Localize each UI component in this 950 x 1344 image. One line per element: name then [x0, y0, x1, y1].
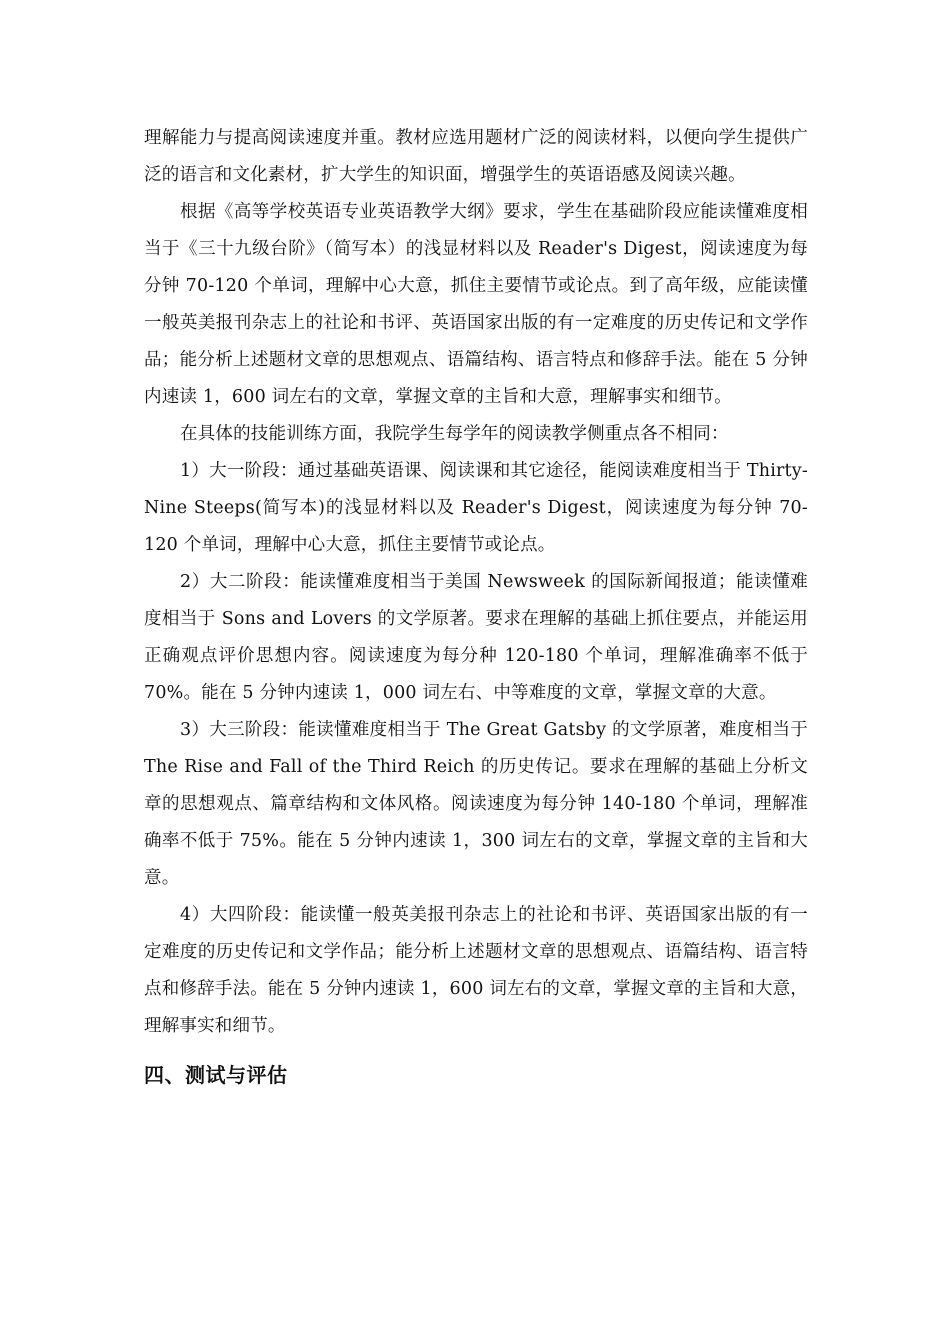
paragraph-year-one: 1）大一阶段：通过基础英语课、阅读课和其它途径，能阅读难度相当于 Thirty-Nine Steeps(简写本)的浅显材料以及 Reader's Digest，阅读速度为每分钟 70-120 个单词，理解中心大意，抓住主要情节或论点。: [144, 461, 808, 555]
paragraph-year-three: 3）大三阶段：能读懂难度相当于 The Great Gatsby 的文学原著，难度相当于 The Rise and Fall of the Third Reich 的历史传记。要求在理解的基础上分析文章的思想观点、篇章结构和文体风格。阅读速度为每分钟 140-180 个单词，理解准确率不低于 75%。能在 5 分钟内速读 1，300 词左右的文章，掌握文章的主旨和大意。: [144, 720, 808, 888]
section-heading: 四、测试与评估: [144, 1063, 288, 1087]
paragraph-continuation: 理解能力与提高阅读速度并重。教材应选用题材广泛的阅读材料，以便向学生提供广泛的语言和文化素材，扩大学生的知识面，增强学生的英语语感及阅读兴趣。: [144, 128, 808, 185]
paragraph-year-two: 2）大二阶段：能读懂难度相当于美国 Newsweek 的国际新闻报道；能读懂难度相当于 Sons and Lovers 的文学原著。要求在理解的基础上抓住要点，并能运用正确观点评价思想内容。阅读速度为每分种 120-180 个单词，理解准确率不低于 70%。能在 5 分钟内速读 1，000 词左右、中等难度的文章，掌握文章的大意。: [144, 572, 808, 703]
paragraph-syllabus-requirements: 根据《高等学校英语专业英语教学大纲》要求，学生在基础阶段应能读懂难度相当于《三十九级台阶》（简写本）的浅显材料以及 Reader's Digest，阅读速度为每分钟 70-120 个单词，理解中心大意，抓住主要情节或论点。到了高年级，应能读懂一般英美报刊杂志上的社论和书评、英语国家出版的有一定难度的历史传记和文学作品；能分析上述题材文章的思想观点、语篇结构、语言特点和修辞手法。能在 5 分钟内速读 1，600 词左右的文章，掌握文章的主旨和大意，理解事实和细节。: [144, 202, 808, 407]
paragraph-skill-training-intro: 在具体的技能训练方面，我院学生每学年的阅读教学侧重点各不相同：: [180, 424, 729, 444]
paragraph-year-four: 4）大四阶段：能读懂一般英美报刊杂志上的社论和书评、英语国家出版的有一定难度的历史传记和文学作品；能分析上述题材文章的思想观点、语篇结构、语言特点和修辞手法。能在 5 分钟内速读 1，600 词左右的文章，掌握文章的主旨和大意，理解事实和细节。: [144, 905, 808, 1036]
document-page: [144, 120, 808, 1095]
